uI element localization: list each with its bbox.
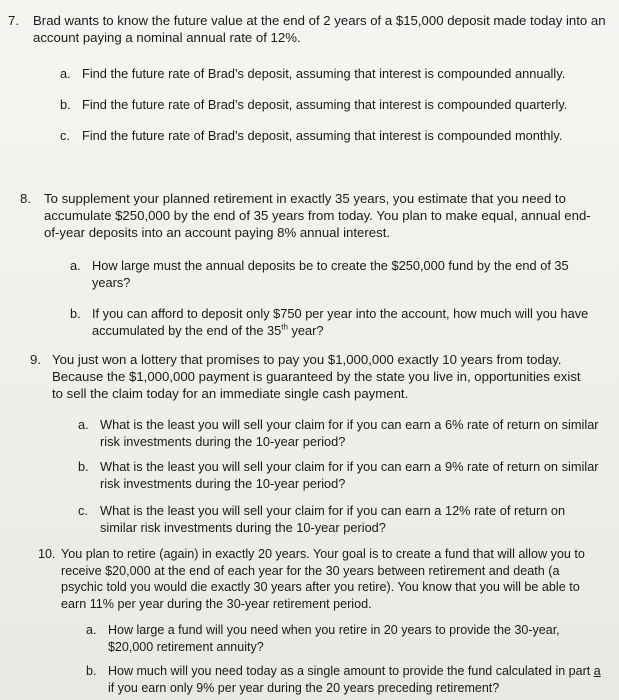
part-text: What is the least you will sell your claim for if you can earn a 9% rate of return on similar risk investments during the 10-year period? bbox=[100, 459, 599, 491]
part-letter: b. bbox=[86, 664, 97, 678]
question-10 bbox=[38, 546, 598, 612]
part-letter: c. bbox=[78, 503, 88, 518]
part-text: What is the least you will sell your claim for if you can earn a 6% rate of return on similar risk investments during the 10-year period? bbox=[100, 417, 599, 449]
part-letter: a. bbox=[70, 258, 81, 273]
part-letter: a. bbox=[78, 417, 89, 432]
question-number: 10. bbox=[38, 547, 56, 561]
question-number: 8. bbox=[20, 191, 31, 206]
part-letter: b. bbox=[60, 97, 71, 112]
part-text: Find the future rate of Brad’s deposit, assuming that interest is compounded annually. bbox=[82, 66, 566, 81]
question-7-part-a bbox=[60, 66, 615, 83]
question-text: To supplement your planned retirement in exactly 35 years, you estimate that you need to accumulate $250,000 by the end of 35 years from today. You plan to make equal, annual end-of-year deposits into an account paying 8% annual interest. bbox=[44, 191, 591, 240]
question-7-part-b bbox=[60, 97, 615, 114]
question-9-part-a bbox=[78, 417, 603, 450]
part-text-start: If you can afford to deposit only $750 per year into the account, how much will you have accumulated by the end of the 35 bbox=[92, 306, 589, 338]
part-text-start: How much will you need today as a single amount to provide the fund calculated in part bbox=[108, 664, 594, 678]
question-10-part-b bbox=[86, 663, 601, 696]
part-text: Find the future rate of Brad’s deposit, assuming that interest is compounded monthly. bbox=[82, 128, 563, 143]
part-text: How large a fund will you need when you retire in 20 years to provide the 30-year, $20,000 retirement annuity? bbox=[108, 623, 560, 654]
part-text bbox=[70, 306, 605, 339]
question-8-part-a bbox=[70, 258, 600, 291]
question-9 bbox=[30, 351, 590, 402]
question-text: Brad wants to know the future value at the end of 2 years of a $15,000 deposit made today into an account paying a nominal annual rate of 12%. bbox=[33, 13, 606, 45]
part-letter: b. bbox=[70, 306, 81, 321]
question-8 bbox=[20, 190, 600, 241]
part-text bbox=[86, 663, 601, 696]
part-text-end: if you earn only 9% per year during the 20 years preceding retirement? bbox=[108, 680, 500, 695]
part-letter: b. bbox=[78, 459, 89, 474]
part-reference: a bbox=[593, 664, 601, 678]
question-number: 9. bbox=[30, 352, 41, 367]
part-letter: a. bbox=[86, 623, 97, 637]
question-number: 7. bbox=[8, 13, 19, 28]
part-text-end: year? bbox=[287, 322, 324, 338]
part-letter: a. bbox=[60, 66, 71, 81]
question-9-part-b bbox=[78, 459, 603, 492]
question-9-part-c bbox=[78, 503, 573, 536]
part-text: How large must the annual deposits be to create the $250,000 fund by the end of 35 years? bbox=[92, 258, 569, 290]
part-text: Find the future rate of Brad’s deposit, assuming that interest is compounded quarterly. bbox=[82, 97, 568, 112]
ordinal-suffix: th bbox=[281, 322, 288, 332]
part-letter: c. bbox=[60, 128, 70, 143]
part-text: What is the least you will sell your claim for if you can earn a 12% rate of return on similar risk investments during the 10-year period? bbox=[100, 503, 566, 535]
question-7 bbox=[8, 12, 614, 46]
question-8-part-b bbox=[70, 306, 605, 339]
question-7-part-c bbox=[60, 128, 615, 145]
question-text: You plan to retire (again) in exactly 20 years. Your goal is to create a fund that will allow you to receive $20,000 at the end of each year for the 30 years between retirement and death (a psychic told you would die exactly 30 years after you retire). You know that you will be able to earn 11% per year during the 30-year retirement period. bbox=[61, 547, 585, 611]
question-10-part-a bbox=[86, 622, 606, 655]
question-text: You just won a lottery that promises to pay you $1,000,000 exactly 10 years from today. Because the $1,000,000 payment is guaranteed by the state you live in, opportunities exist to sell the claim today for an immediate single cash payment. bbox=[52, 352, 581, 401]
